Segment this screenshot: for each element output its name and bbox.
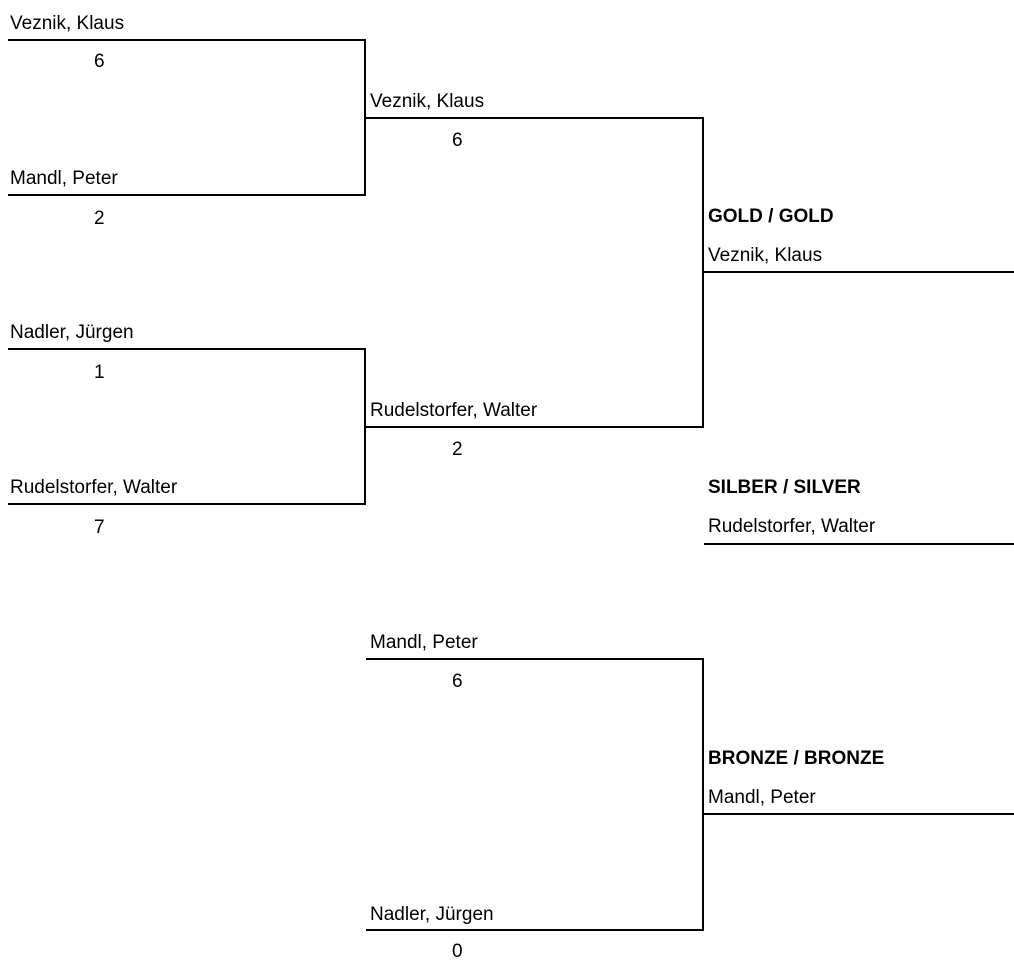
bronze-top-score: 6: [452, 671, 463, 692]
r1-m1-bottom-score: 2: [94, 208, 105, 229]
bronze-top-line: [366, 658, 704, 660]
final-bottom-name: Rudelstorfer, Walter: [370, 400, 538, 421]
r1-m2-top-name: Nadler, Jürgen: [10, 322, 134, 343]
r1-m1-top-line: [8, 39, 366, 41]
r1-m2-top-score: 1: [94, 362, 105, 383]
final-bottom-score: 2: [452, 439, 463, 460]
bronze-bottom-score: 0: [452, 941, 463, 962]
gold-name: Veznik, Klaus: [708, 245, 823, 266]
bronze-name: Mandl, Peter: [708, 787, 816, 808]
bronze-title: BRONZE / BRONZE: [708, 748, 885, 769]
final-top-name: Veznik, Klaus: [370, 91, 485, 112]
gold-line: [704, 271, 1014, 273]
r1-m1-bottom-line: [8, 194, 366, 196]
silver-line: [704, 543, 1014, 545]
final-top-score: 6: [452, 130, 463, 151]
r1-m1-top-name: Veznik, Klaus: [10, 13, 125, 34]
silver-name: Rudelstorfer, Walter: [708, 516, 876, 537]
r1-m2-bottom-line: [8, 503, 366, 505]
final-top-line: [366, 117, 704, 119]
bronze-bottom-line: [366, 929, 704, 931]
bronze-line: [704, 813, 1014, 815]
r1-m2-top-line: [8, 348, 366, 350]
bronze-connector: [702, 658, 704, 931]
r1-m2-bottom-score: 7: [94, 517, 105, 538]
bronze-bottom-name: Nadler, Jürgen: [370, 904, 494, 925]
silver-title: SILBER / SILVER: [708, 477, 861, 498]
final-bottom-line: [366, 426, 704, 428]
bronze-top-name: Mandl, Peter: [370, 632, 478, 653]
r1-m1-bottom-name: Mandl, Peter: [10, 168, 118, 189]
gold-title: GOLD / GOLD: [708, 206, 834, 227]
r1-m2-bottom-name: Rudelstorfer, Walter: [10, 477, 178, 498]
r1-m1-top-score: 6: [94, 51, 105, 72]
